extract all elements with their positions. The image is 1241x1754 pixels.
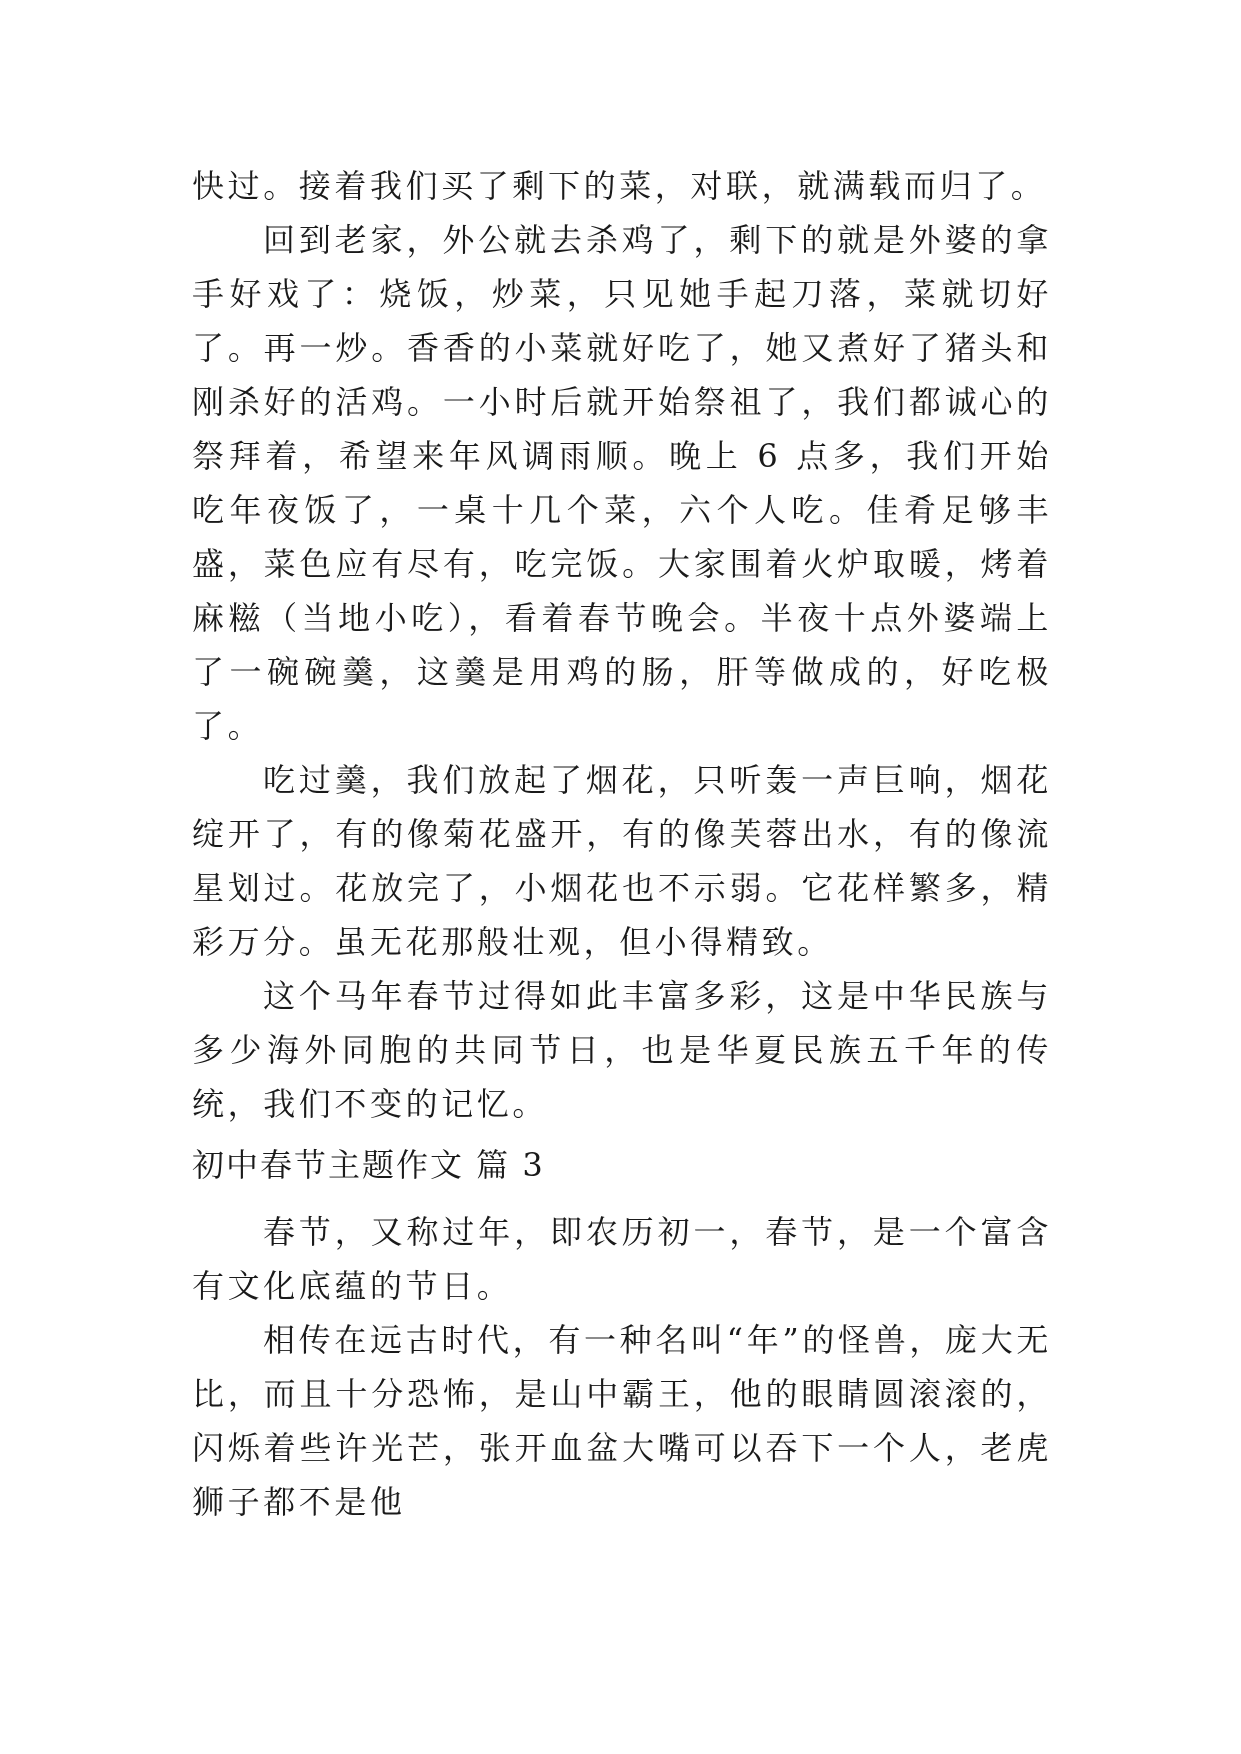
paragraph-new-year-dinner: 回到老家，外公就去杀鸡了，剩下的就是外婆的拿手好戏了：烧饭，炒菜，只见她手起刀落，菜就切好了。再一炒。香香的小菜就好吃了，她又煮好了猪头和刚杀好的活鸡。一小时后就开始祭祖了，我们都诚心的祭拜着，希望来年风调雨顺。晚上 6 点多，我们开始吃年夜饭了，一桌十几个菜，六个人吃。佳肴足够丰盛，菜色应有尽有，吃完饭。大家围着火炉取暖，烤着麻糍（当地小吃），看着春节晚会。半夜十点外婆端上了一碗碗羹，这羹是用鸡的肠，肝等做成的，好吃极了。 [192,221,1052,745]
paragraph-fireworks: 吃过羹，我们放起了烟花，只听轰一声巨响，烟花绽开了，有的像菊花盛开，有的像芙蓉出水，有的像流星划过。花放完了，小烟花也不示弱。它花样繁多，精彩万分。虽无花那般壮观，但小得精致。 [192,761,1052,961]
paragraph-nian-legend: 相传在远古时代，有一种名叫“年”的怪兽，庞大无比，而且十分恐怖，是山中霸王，他的眼睛圆滚滚的，闪烁着些许光芒，张开血盆大嘴可以吞下一个人，老虎狮子都不是他 [192,1321,1052,1521]
paragraph-spring-festival-intro: 春节，又称过年，即农历初一，春节，是一个富含有文化底蕴的节日。 [192,1213,1052,1305]
essay-2-body [192,159,1052,1131]
paragraph-continuation: 快过。接着我们买了剩下的菜，对联，就满载而归了。 [192,167,1047,205]
paragraph-conclusion: 这个马年春节过得如此丰富多彩，这是中华民族与多少海外同胞的共同节日，也是华夏民族五千年的传统，我们不变的记忆。 [192,977,1052,1123]
essay-3-body [192,1205,1052,1529]
essay-3-heading: 初中春节主题作文 篇 3 [192,1146,545,1184]
